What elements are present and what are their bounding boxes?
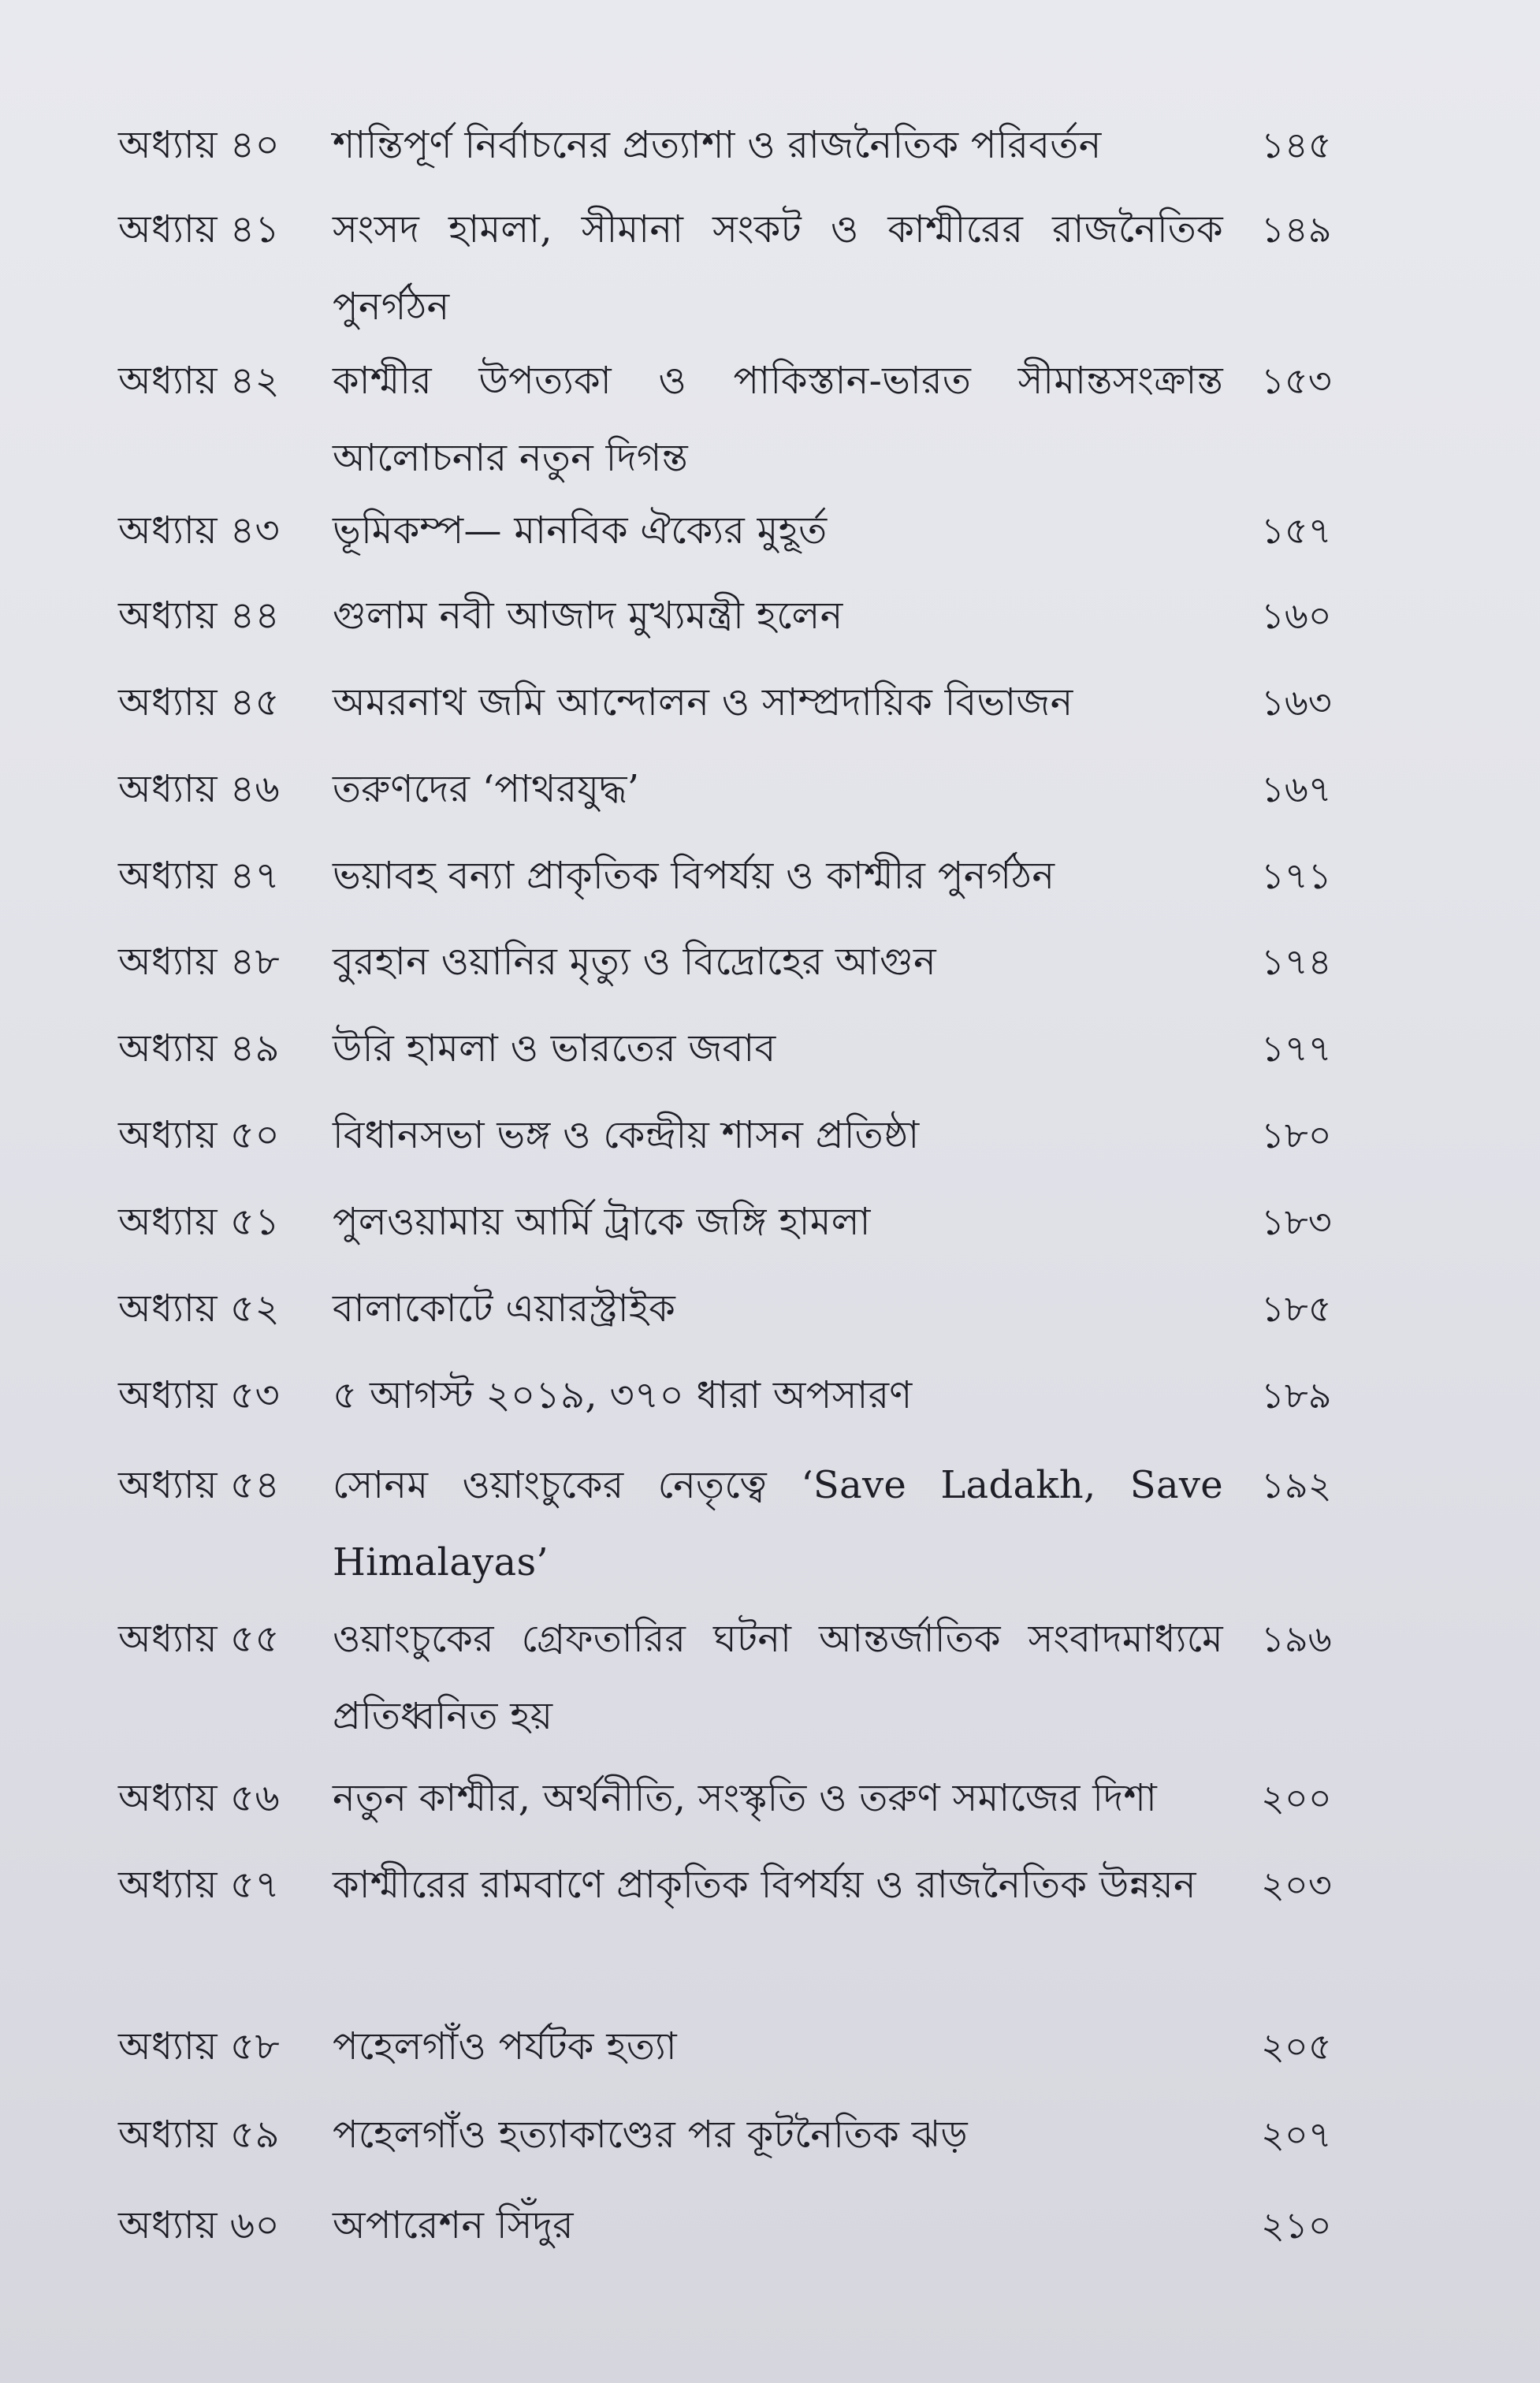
chapter-title: কাশ্মীরের রামবাণে প্রাকৃতিক বিপর্যয় ও রাজনৈতিক উন্নয়ন (333, 1863, 1196, 1907)
chapter-page-number: ১৯২ (1261, 1464, 1332, 1506)
chapter-title: অমরনাথ জমি আন্দোলন ও সাম্প্রদায়িক বিভাজন (333, 680, 1073, 724)
chapter-title: সোনম ওয়াংচুকের নেতৃত্বে ‘Save Ladakh, Save Himalayas’ (333, 1463, 1223, 1584)
chapter-page-number: ২১০ (1261, 2204, 1332, 2247)
chapter-label: অধ্যায় ৫৯ (118, 2113, 281, 2157)
chapter-title: ওয়াংচুকের গ্রেফতারির ঘটনা আন্তর্জাতিক সংবাদমাধ্যমে প্রতিধ্বনিত হয় (333, 1617, 1223, 1738)
chapter-title: তরুণদের ‘পাথরযুদ্ধ’ (333, 767, 640, 811)
chapter-label: অধ্যায় ৪২ (118, 359, 281, 403)
chapter-page-number: ১৭৭ (1261, 1027, 1332, 1070)
chapter-page-number: ১৮৫ (1261, 1287, 1332, 1330)
chapter-label: অধ্যায় ৪৫ (118, 680, 281, 724)
chapter-label: অধ্যায় ৫৪ (118, 1463, 281, 1507)
chapter-label: অধ্যায় ৫১ (118, 1200, 281, 1244)
chapter-label: অধ্যায় ৬০ (118, 2203, 281, 2247)
chapter-label: অধ্যায় ৪৩ (118, 508, 281, 553)
chapter-title: পহেলগাঁও হত্যাকাণ্ডের পর কূটনৈতিক ঝড় (333, 2113, 968, 2157)
chapter-label: অধ্যায় ৫৫ (118, 1617, 281, 1661)
chapter-label: অধ্যায় ৫৮ (118, 2024, 281, 2068)
chapter-label: অধ্যায় ৪৯ (118, 1026, 281, 1070)
chapter-label: অধ্যায় ৫৩ (118, 1373, 281, 1417)
chapter-title: শান্তিপূর্ণ নির্বাচনের প্রত্যাশা ও রাজনৈতিক পরিবর্তন (333, 123, 1102, 167)
chapter-page-number: ১৫৭ (1261, 509, 1332, 552)
chapter-page-number: ১৮৯ (1261, 1374, 1332, 1417)
chapter-label: অধ্যায় ৫৬ (118, 1776, 281, 1820)
chapter-title: ভয়াবহ বন্যা প্রাকৃতিক বিপর্যয় ও কাশ্মীর পুনর্গঠন (333, 854, 1055, 898)
chapter-title: গুলাম নবী আজাদ মুখ্যমন্ত্রী হলেন (333, 594, 843, 638)
chapter-page-number: ১৯৬ (1261, 1618, 1332, 1660)
chapter-page-number: ১৭১ (1261, 855, 1332, 897)
chapter-page-number: ১৭৪ (1261, 940, 1332, 983)
chapter-title: অপারেশন সিঁদুর (333, 2203, 574, 2247)
chapter-title: বিধানসভা ভঙ্গ ও কেন্দ্রীয় শাসন প্রতিষ্ঠা (333, 1113, 920, 1157)
chapter-page-number: ১৬৩ (1261, 681, 1332, 724)
chapter-title: সংসদ হামলা, সীমানা সংকট ও কাশ্মীরের রাজনৈতিক পুনর্গঠন (333, 207, 1223, 329)
chapter-page-number: ১৪৯ (1261, 208, 1332, 251)
chapter-label: অধ্যায় ৪৭ (118, 854, 281, 898)
chapter-label: অধ্যায় ৪০ (118, 123, 281, 167)
chapter-page-number: ২০৭ (1261, 2113, 1332, 2156)
chapter-label: অধ্যায় ৪১ (118, 207, 281, 251)
chapter-page-number: ১৫৩ (1261, 359, 1332, 402)
chapter-title: বালাকোটে এয়ারস্ট্রাইক (333, 1286, 676, 1331)
chapter-title: পহেলগাঁও পর্যটক হত্যা (333, 2024, 678, 2068)
chapter-page-number: ১৬০ (1261, 594, 1332, 637)
chapter-title: বুরহান ওয়ানির মৃত্যু ও বিদ্রোহের আগুন (333, 940, 936, 984)
chapter-page-number: ১৮৩ (1261, 1201, 1332, 1243)
chapter-page-number: ২০৩ (1261, 1864, 1332, 1906)
chapter-label: অধ্যায় ৫২ (118, 1286, 281, 1331)
chapter-title: কাশ্মীর উপত্যকা ও পাকিস্তান-ভারত সীমান্তসংক্রান্ত আলোচনার নতুন দিগন্ত (333, 359, 1223, 480)
chapter-title: পুলওয়ামায় আর্মি ট্রাকে জঙ্গি হামলা (333, 1200, 871, 1244)
chapter-page-number: ১৪৫ (1261, 124, 1332, 166)
chapter-page-number: ১৬৭ (1261, 768, 1332, 810)
chapter-label: অধ্যায় ৪৪ (118, 594, 281, 638)
chapter-label: অধ্যায় ৪৮ (118, 940, 281, 984)
chapter-title: ৫ আগস্ট ২০১৯, ৩৭০ ধারা অপসারণ (333, 1373, 913, 1417)
chapter-label: অধ্যায় ৫০ (118, 1113, 281, 1157)
chapter-title: ভূমিকম্প— মানবিক ঐক্যের মুহূর্ত (333, 508, 828, 553)
chapter-page-number: ১৮০ (1261, 1114, 1332, 1156)
chapter-label: অধ্যায় ৪৬ (118, 767, 281, 811)
chapter-title: নতুন কাশ্মীর, অর্থনীতি, সংস্কৃতি ও তরুণ সমাজের দিশা (333, 1776, 1158, 1820)
chapter-label: অধ্যায় ৫৭ (118, 1863, 281, 1907)
chapter-page-number: ২০৫ (1261, 2025, 1332, 2068)
chapter-title: উরি হামলা ও ভারতের জবাব (333, 1026, 776, 1070)
chapter-page-number: ২০০ (1261, 1777, 1332, 1819)
